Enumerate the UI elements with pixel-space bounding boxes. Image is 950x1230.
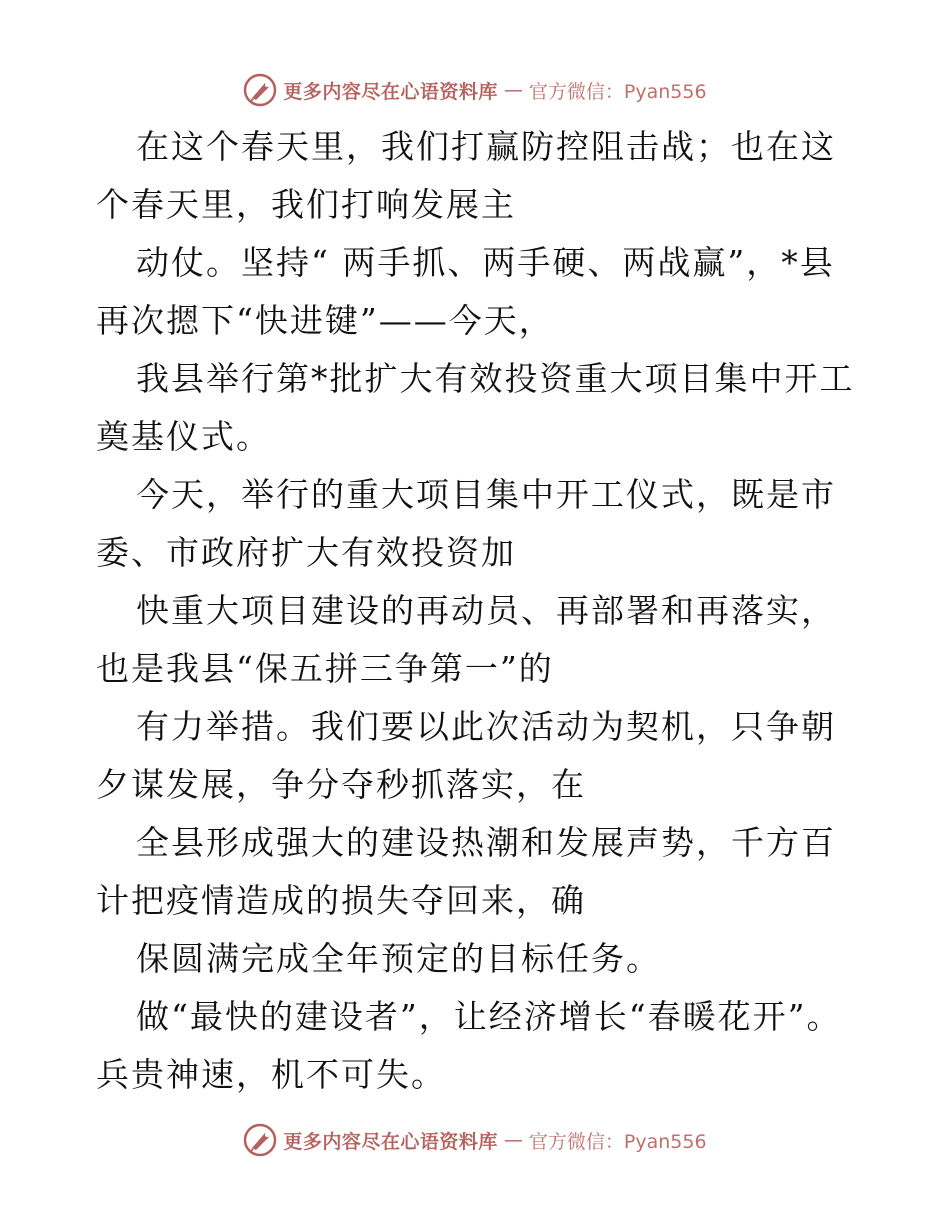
paragraph: 今天，举行的重大项目集中开工仪式，既是市委、市政府扩大有效投资加 — [96, 475, 836, 572]
paragraph: 做“最快的建设者”，让经济增长“春暖花开”。兵贵神速，机不可失。 — [96, 997, 842, 1094]
paragraph: 全县形成强大的建设热潮和发展声势，千方百计把疫情造成的损失夺回来，确 — [96, 823, 836, 920]
paragraph: 动仗。坚持“ 两手抓、两手硬、两战赢”，*县再次摁下“快进键”——今天， — [96, 243, 835, 340]
paragraph: 我县举行第*批扩大有效投资重大项目集中开工奠基仪式。 — [96, 359, 855, 456]
footer-banner — [0, 1118, 950, 1162]
banner-wechat-id: 官方微信：Pyan556 — [528, 80, 707, 103]
banner-title: 更多内容尽在心语资料库 — [283, 80, 498, 103]
fountain-pen-icon — [243, 73, 277, 107]
document-body — [96, 118, 856, 1104]
paragraph: 保圆满完成全年预定的目标任务。 — [136, 939, 661, 978]
header-banner — [0, 68, 950, 112]
paragraph: 在这个春天里，我们打赢防控阻击战；也在这个春天里，我们打响发展主 — [96, 127, 836, 224]
banner-separator: — — [503, 1129, 523, 1151]
fountain-pen-icon — [243, 1123, 277, 1157]
banner-wechat-id: 官方微信：Pyan556 — [528, 1130, 707, 1153]
paragraph: 快重大项目建设的再动员、再部署和再落实，也是我县“保五拼三争第一”的 — [96, 591, 836, 688]
banner-separator: — — [503, 79, 523, 101]
paragraph: 有力举措。我们要以此次活动为契机，只争朝夕谋发展，争分夺秒抓落实，在 — [96, 707, 836, 804]
banner-title: 更多内容尽在心语资料库 — [283, 1130, 498, 1153]
